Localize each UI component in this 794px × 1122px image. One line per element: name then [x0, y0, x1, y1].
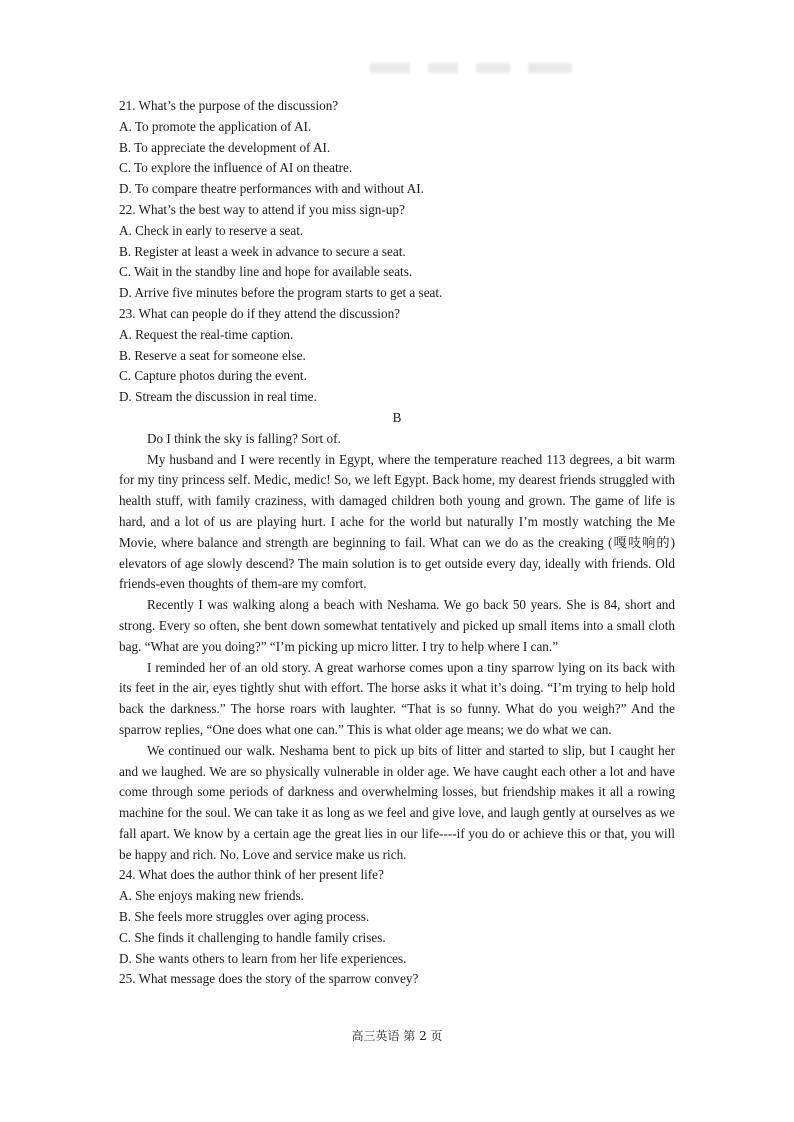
option-22-b: B. Register at least a week in advance to secure a seat.: [119, 243, 406, 259]
option-23-b: B. Reserve a seat for someone else.: [119, 347, 306, 363]
option-24-d: D. She wants others to learn from her life experiences.: [119, 950, 407, 966]
question-25: 25. What message does the story of the sparrow convey?: [119, 971, 419, 987]
option-21-a: A. To promote the application of AI.: [119, 118, 312, 134]
option-23-a: A. Request the real-time caption.: [119, 326, 294, 342]
option-22-c: C. Wait in the standby line and hope for available seats.: [119, 264, 413, 280]
option-21-b: B. To appreciate the development of AI.: [119, 139, 331, 155]
question-23: 23. What can people do if they attend the discussion?: [119, 305, 401, 321]
option-24-c: C. She finds it challenging to handle family crises.: [119, 929, 386, 945]
page-footer: 高三英语 第 2 页: [351, 1029, 443, 1043]
option-22-a: A. Check in early to reserve a seat.: [119, 222, 304, 238]
page-content: [119, 96, 675, 990]
option-22-d: D. Arrive five minutes before the program starts to get a seat.: [119, 285, 443, 301]
passage-paragraph: We continued our walk. Neshama bent to pick up bits of litter and started to slip, but I caught her and we laughed. We are so physically vulnerable in older age. We have caught each other a lot and have come through some periods of darkness and overwhelming losses, but friendship makes it all a rowing machine for the soul. We can take it as long as we feel and give love, and laugh gently at ourselves as we fall apart. We know by a certain age the great lies in our life----if you do or achieve this or that, you will be happy and rich. No. Love and service make us rich.: [119, 742, 675, 862]
passage-b: [119, 429, 675, 866]
questions-24-25: [119, 865, 675, 990]
option-23-d: D. Stream the discussion in real time.: [119, 389, 317, 405]
option-21-c: C. To explore the influence of AI on theatre.: [119, 160, 353, 176]
section-b-heading: B: [392, 409, 402, 425]
option-24-b: B. She feels more struggles over aging process.: [119, 909, 370, 925]
passage-paragraph: Do I think the sky is falling? Sort of.: [147, 430, 341, 446]
option-24-a: A. She enjoys making new friends.: [119, 888, 304, 904]
faded-header-marks: [370, 60, 610, 78]
question-21: 21. What’s the purpose of the discussion?: [119, 98, 339, 113]
option-21-d: D. To compare theatre performances with and without AI.: [119, 181, 424, 197]
passage-paragraph: Recently I was walking along a beach with Neshama. We go back 50 years. She is 84, short and strong. Every so often, she bent down somewhat tentatively and picked up small items into a small cloth bag. “What are you doing?” “I’m picking up micro litter. I try to help where I can.”: [119, 597, 675, 654]
questions-21-23: [119, 96, 675, 408]
passage-paragraph: My husband and I were recently in Egypt, where the temperature reached 113 degrees, a bit warm for my tiny princess self. Medic, medic! So, we left Egypt. Back home, my dearest friends struggled with health stuff, with family craziness, with damaged children both young and grown. The game of life is hard, and a lot of us are playing hurt. I ache for the world but naturally I’m mostly watching the Me Movie, where balance and strength are beginning to fail. What can we do as the creaking (嘎吱响的) elevators of age slowly descend? The main solution is to get outside every day, ideally with friends. Old friends-even thoughts of them-are my comfort.: [119, 451, 675, 592]
option-23-c: C. Capture photos during the event.: [119, 368, 307, 384]
question-24: 24. What does the author think of her present life?: [119, 867, 384, 883]
question-22: 22. What’s the best way to attend if you miss sign-up?: [119, 201, 405, 217]
passage-paragraph: I reminded her of an old story. A great warhorse comes upon a tiny sparrow lying on its back with its feet in the air, eyes tightly shut with effort. The horse asks it what it’s doing. “I’m trying to help hold back the darkness.” The horse roars with laughter. “That is so funny. What do you weigh?” And the sparrow replies, “One does what one can.” This is what older age means; we do what we can.: [119, 659, 675, 737]
